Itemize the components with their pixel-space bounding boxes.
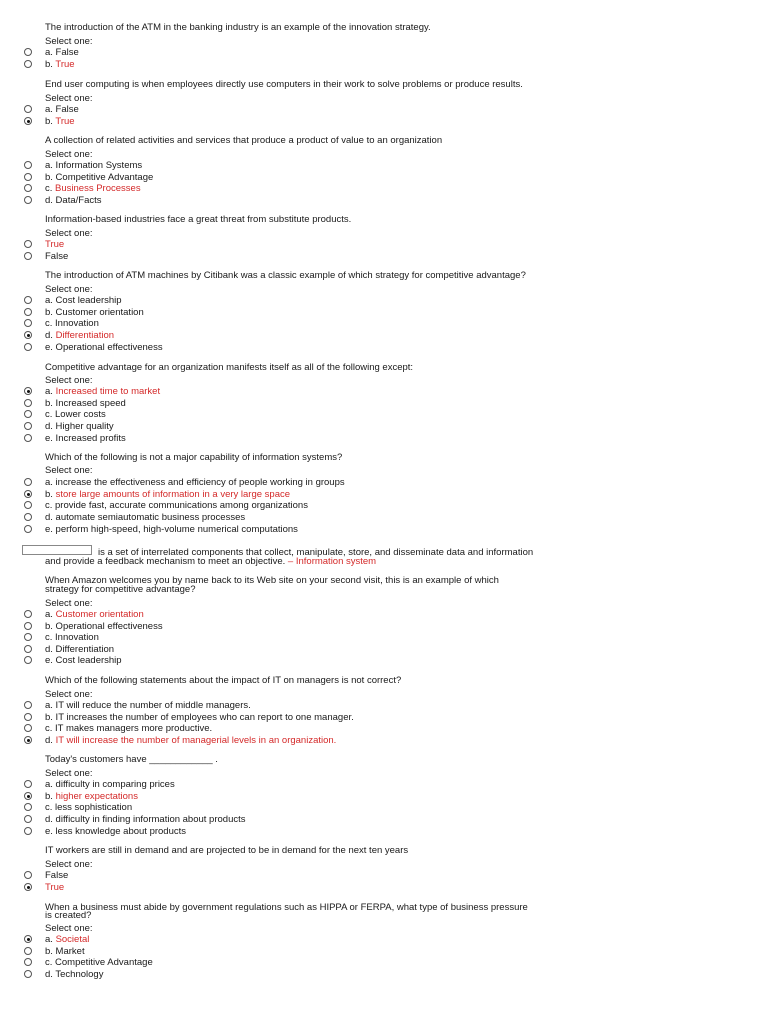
option-answer-text: Societal [55, 934, 90, 945]
select-one-label: Select one: [45, 375, 93, 386]
answer-option[interactable] [45, 826, 186, 837]
radio-button[interactable] [24, 736, 32, 744]
answer-option[interactable] [45, 814, 246, 825]
question-text: Competitive advantage for an organization manifests itself as all of the following except: [45, 362, 414, 373]
option-answer-text: True [45, 239, 65, 250]
fill-blank-text-line2-text: and provide a feedback mechanism to meet an objective. [45, 556, 286, 567]
answer-option[interactable] [45, 386, 160, 397]
select-one-label: Select one: [45, 465, 93, 476]
answer-option[interactable] [45, 700, 251, 711]
answer-option[interactable] [45, 882, 64, 893]
radio-button[interactable] [24, 343, 32, 351]
option-label: a. [45, 609, 56, 620]
option-label: a. False [45, 47, 79, 58]
radio-button[interactable] [24, 319, 32, 327]
select-one-label: Select one: [45, 923, 93, 934]
radio-button[interactable] [24, 308, 32, 316]
radio-button[interactable] [24, 970, 32, 978]
radio-button[interactable] [24, 871, 32, 879]
radio-button[interactable] [24, 883, 32, 891]
option-label: c. Innovation [45, 318, 99, 329]
option-label: e. less knowledge about products [45, 826, 187, 837]
option-label: a. IT will reduce the number of middle managers. [45, 700, 251, 711]
option-label: a. [45, 386, 56, 397]
answer-option[interactable] [45, 398, 126, 409]
answer-option[interactable] [45, 946, 85, 957]
answer-option[interactable] [45, 239, 64, 250]
radio-button[interactable] [24, 815, 32, 823]
question-text: End user computing is when employees directly use computers in their work to solve problems or produce results. [45, 79, 523, 90]
radio-button[interactable] [24, 525, 32, 533]
answer-option[interactable] [45, 512, 245, 523]
radio-button[interactable] [24, 513, 32, 521]
question-text: The introduction of the ATM in the banking industry is an example of the innovation strategy. [45, 22, 431, 33]
radio-button[interactable] [24, 724, 32, 732]
fill-blank-text-line2 [45, 556, 376, 567]
radio-button[interactable] [24, 827, 32, 835]
option-answer-text: Business Processes [55, 183, 141, 194]
select-one-label: Select one: [45, 859, 93, 870]
radio-button[interactable] [24, 48, 32, 56]
select-one-label: Select one: [45, 228, 93, 239]
question-text: A collection of related activities and services that produce a product of value to an organization [45, 135, 443, 146]
option-label: b. [45, 116, 56, 127]
fill-blank-text-line1: is a set of interrelated components that collect, manipulate, store, and disseminate data and information [98, 547, 534, 558]
option-label: d. Data/Facts [45, 195, 102, 206]
answer-option[interactable] [45, 251, 68, 262]
radio-button[interactable] [24, 196, 32, 204]
radio-button[interactable] [24, 935, 32, 943]
answer-option[interactable] [45, 779, 175, 790]
option-label: e. Cost leadership [45, 655, 122, 666]
option-answer-text: True [45, 882, 65, 893]
option-label: c. Innovation [45, 632, 99, 643]
radio-button[interactable] [24, 434, 32, 442]
answer-option[interactable] [45, 957, 153, 968]
select-one-label: Select one: [45, 768, 93, 779]
question-text: strategy for competitive advantage? [45, 584, 196, 595]
question-text: When a business must abide by government regulations such as HIPPA or FERPA, what type of business pressure [45, 902, 528, 913]
option-answer-text: Customer orientation [55, 609, 144, 620]
answer-option[interactable] [45, 870, 68, 881]
select-one-label: Select one: [45, 598, 93, 609]
option-answer-text: True [55, 116, 75, 127]
option-label: e. Operational effectiveness [45, 342, 163, 353]
answer-option[interactable] [45, 712, 354, 723]
option-label: d. Higher quality [45, 421, 114, 432]
option-label: b. IT increases the number of employees who can report to one manager. [45, 712, 354, 723]
option-label: d. [45, 735, 56, 746]
option-label: c. provide fast, accurate communications among organizations [45, 500, 308, 511]
option-label: a. False [45, 104, 79, 115]
option-label: b. [45, 59, 56, 70]
option-answer-text: store large amounts of information in a very large space [55, 489, 291, 500]
question-text: Which of the following is not a major capability of information systems? [45, 452, 343, 463]
answer-option[interactable] [45, 160, 142, 171]
answer-option[interactable] [45, 524, 298, 535]
option-label: b. Competitive Advantage [45, 172, 154, 183]
radio-button[interactable] [24, 105, 32, 113]
answer-option[interactable] [45, 172, 153, 183]
radio-button[interactable] [24, 947, 32, 955]
answer-option[interactable] [45, 791, 138, 802]
option-label: b. Customer orientation [45, 307, 144, 318]
radio-button[interactable] [24, 780, 32, 788]
answer-option[interactable] [45, 59, 75, 70]
radio-button[interactable] [24, 240, 32, 248]
option-label: b. [45, 791, 56, 802]
option-label: e. Increased profits [45, 433, 126, 444]
radio-button[interactable] [24, 252, 32, 260]
option-label: b. [45, 489, 56, 500]
radio-button[interactable] [24, 803, 32, 811]
radio-button[interactable] [24, 399, 32, 407]
option-label: c. Competitive Advantage [45, 957, 153, 968]
question-text: Which of the following statements about the impact of IT on managers is not correct? [45, 675, 402, 686]
radio-button[interactable] [24, 501, 32, 509]
option-label: d. [45, 330, 56, 341]
answer-option[interactable] [45, 195, 102, 206]
select-one-label: Select one: [45, 149, 93, 160]
answer-option[interactable] [45, 489, 290, 500]
option-label: False [45, 251, 69, 262]
question-text: Information-based industries face a great threat from substitute products. [45, 214, 352, 225]
option-label: a. Cost leadership [45, 295, 122, 306]
option-answer-text: Differentiation [55, 330, 115, 341]
option-label: d. Differentiation [45, 644, 115, 655]
option-label: d. Technology [45, 969, 104, 980]
answer-option[interactable] [45, 500, 308, 511]
option-label: a. increase the effectiveness and efficiency of people working in groups [45, 477, 345, 488]
answer-option[interactable] [45, 433, 126, 444]
fill-blank-input[interactable] [22, 545, 92, 555]
radio-button[interactable] [24, 296, 32, 304]
answer-option[interactable] [45, 421, 114, 432]
select-one-label: Select one: [45, 284, 93, 295]
answer-option[interactable] [45, 409, 106, 420]
answer-option[interactable] [45, 934, 89, 945]
radio-button[interactable] [24, 610, 32, 618]
answer-option[interactable] [45, 609, 144, 620]
radio-button[interactable] [24, 958, 32, 966]
radio-button[interactable] [24, 161, 32, 169]
answer-option[interactable] [45, 295, 122, 306]
radio-button[interactable] [24, 410, 32, 418]
radio-button[interactable] [24, 184, 32, 192]
question-text: The introduction of ATM machines by Citibank was a classic example of which strategy for competitive advantage? [45, 270, 526, 281]
answer-option[interactable] [45, 655, 122, 666]
answer-option[interactable] [45, 802, 132, 813]
radio-button[interactable] [24, 422, 32, 430]
select-one-label: Select one: [45, 93, 93, 104]
radio-button[interactable] [24, 656, 32, 664]
fill-blank-answer: – Information system [285, 556, 377, 567]
option-label: a. Information Systems [45, 160, 143, 171]
answer-option[interactable] [45, 318, 99, 329]
answer-option[interactable] [45, 104, 79, 115]
option-answer-text: Increased time to market [55, 386, 161, 397]
answer-option[interactable] [45, 969, 103, 980]
answer-option[interactable] [45, 477, 345, 488]
option-label: e. perform high-speed, high-volume numerical computations [45, 524, 298, 535]
answer-option[interactable] [45, 183, 141, 194]
option-answer-text: higher expectations [55, 791, 138, 802]
select-one-label: Select one: [45, 36, 93, 47]
radio-button[interactable] [24, 331, 32, 339]
answer-option[interactable] [45, 644, 114, 655]
option-label: c. IT makes managers more productive. [45, 723, 213, 734]
option-label: a. [45, 934, 56, 945]
option-label: d. difficulty in finding information about products [45, 814, 246, 825]
option-label: c. [45, 183, 56, 194]
radio-button[interactable] [24, 173, 32, 181]
answer-option[interactable] [45, 342, 163, 353]
option-label: c. Lower costs [45, 409, 106, 420]
radio-button[interactable] [24, 478, 32, 486]
answer-option[interactable] [45, 723, 212, 734]
radio-button[interactable] [24, 645, 32, 653]
select-one-label: Select one: [45, 689, 93, 700]
radio-button[interactable] [24, 633, 32, 641]
option-label: b. Operational effectiveness [45, 621, 163, 632]
question-text: is created? [45, 910, 92, 921]
option-label: b. Increased speed [45, 398, 126, 409]
radio-button[interactable] [24, 490, 32, 498]
option-label: d. automate semiautomatic business processes [45, 512, 246, 523]
option-label: c. less sophistication [45, 802, 133, 813]
option-label: False [45, 870, 69, 881]
answer-option[interactable] [45, 47, 79, 58]
radio-button[interactable] [24, 713, 32, 721]
radio-button[interactable] [24, 792, 32, 800]
answer-option[interactable] [45, 330, 114, 341]
answer-option[interactable] [45, 116, 75, 127]
option-answer-text: IT will increase the number of managerial levels in an organization. [55, 735, 337, 746]
radio-button[interactable] [24, 701, 32, 709]
radio-button[interactable] [24, 622, 32, 630]
radio-button[interactable] [24, 60, 32, 68]
radio-button[interactable] [24, 117, 32, 125]
answer-option[interactable] [45, 307, 144, 318]
answer-option[interactable] [45, 621, 163, 632]
question-text: When Amazon welcomes you by name back to its Web site on your second visit, this is an example of which [45, 575, 499, 586]
radio-button[interactable] [24, 387, 32, 395]
option-answer-text: True [55, 59, 75, 70]
option-label: b. Market [45, 946, 85, 957]
answer-option[interactable] [45, 735, 336, 746]
question-text: Today's customers have ____________ . [45, 754, 218, 765]
answer-option[interactable] [45, 632, 99, 643]
question-text: IT workers are still in demand and are projected to be in demand for the next ten years [45, 845, 409, 856]
option-label: a. difficulty in comparing prices [45, 779, 175, 790]
